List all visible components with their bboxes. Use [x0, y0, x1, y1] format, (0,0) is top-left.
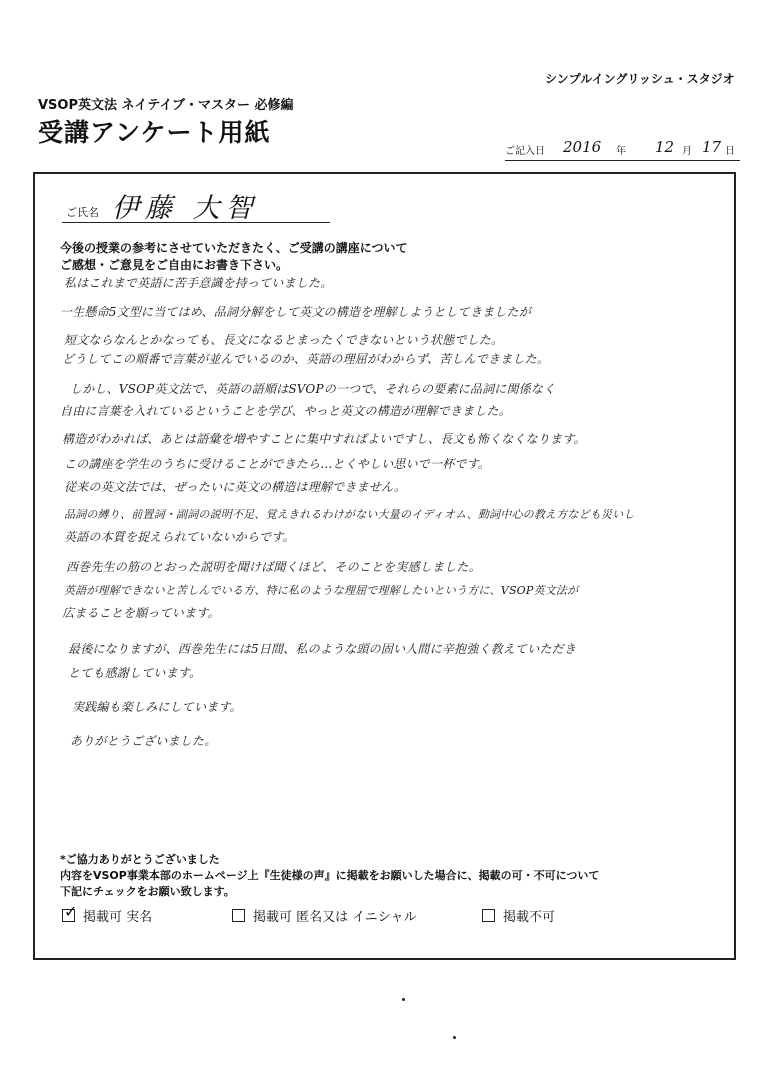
checkbox-anonymous[interactable] [232, 909, 245, 922]
comment-line: 一生懸命5文型に当てはめ、品詞分解をして英文の構造を理解しようとしてきましたが [60, 305, 531, 319]
name-value: 伊藤 大智 [112, 193, 259, 224]
comment-line: この講座を学生のうちに受けることができたら…とくやしい思いで一杯です。 [64, 457, 491, 471]
comment-line: 最後になりますが、西巻先生には5日間、私のような頭の固い人間に辛抱強く教えていただき [68, 642, 577, 656]
date-month-unit: 月 [682, 146, 692, 157]
instructions [60, 240, 408, 274]
date-day: 17 [702, 138, 722, 156]
comment-line: 品詞の縛り、前置詞・副詞の説明不足、覚えきれるわけがない大量のイディオム、動詞中心の教え方なども災いし [64, 508, 635, 521]
comment-line: 西巻先生の筋のとおった説明を聞けば聞くほど、そのことを実感しました。 [66, 560, 481, 574]
comment-line: 構造がわかれば、あとは語彙を増やすことに集中すればよいですし、長文も怖くなくなります。 [62, 432, 586, 446]
scan-speck [453, 1036, 456, 1039]
checkbox-not-allowed[interactable] [482, 909, 495, 922]
comment-line: 私はこれまで英語に苦手意識を持っていました。 [64, 276, 333, 290]
comment-line: 英語の本質を捉えられていないからです。 [64, 530, 295, 544]
comment-line: とても感謝しています。 [68, 666, 202, 680]
note-line: 下記にチェックをお願い致します。 [60, 885, 235, 898]
option-not-allowed[interactable] [482, 906, 555, 925]
comment-line: しかし、VSOP英文法で、英語の語順はSVOPの一つで、それらの要素に品詞に関係なく [70, 382, 556, 396]
note-line: *ご協力ありがとうございました [60, 853, 220, 866]
studio-name: シンプルイングリッシュ・スタジオ [545, 72, 735, 86]
date-year: 2016 [563, 138, 602, 156]
comment-area[interactable] [60, 270, 720, 770]
date-month: 12 [655, 138, 675, 156]
check-mark-icon: ✓ [64, 902, 78, 921]
course-name: VSOP英文法 ネイテイブ・マスター 必修編 [38, 98, 294, 113]
comment-line: 短文ならなんとかなっても、長文になるとまったくできないという状態でした。 [64, 333, 504, 347]
date-label: ご記入日 [505, 146, 545, 157]
page-title: 受講アンケート用紙 [38, 118, 271, 147]
option-real-name[interactable] [62, 902, 153, 925]
scan-speck [402, 998, 405, 1001]
comment-line: 英語が理解できないと苦しんでいる方、特に私のような理屈で理解したいという方に、VSOP英文法が [64, 584, 579, 597]
instruction-line: 今後の授業の参考にさせていただきたく、ご受講の講座について [60, 241, 408, 255]
comment-line: どうしてこの順番で言葉が並んでいるのか、英語の理屈がわからず、苦しんできました。 [62, 352, 550, 366]
note-line: 内容をVSOP事業本部のホームページ上『生徒様の声』に掲載をお願いした場合に、掲載の可・不可について [60, 869, 600, 882]
comment-line: 自由に言葉を入れているということを学び、やっと英文の構造が理解できました。 [60, 404, 511, 418]
date-day-unit: 日 [725, 146, 735, 157]
date-field[interactable] [505, 138, 740, 161]
publication-note [60, 852, 599, 900]
option-label: 掲載可 匿名又は イニシャル [253, 910, 417, 925]
instruction-line: ご感想・ご意見をご自由にお書き下さい。 [60, 258, 289, 272]
option-label: 掲載不可 [503, 910, 556, 925]
comment-line: 広まることを願っています。 [62, 606, 220, 620]
comment-line: 従来の英文法では、ぜったいに英文の構造は理解できません。 [64, 480, 407, 494]
name-field[interactable] [62, 190, 330, 223]
comment-line: ありがとうございました。 [70, 734, 217, 748]
name-label: ご氏名 [66, 206, 99, 219]
option-label: 掲載可 実名 [83, 910, 153, 925]
option-anonymous[interactable] [232, 906, 417, 925]
comment-line: 実践編も楽しみにしています。 [72, 700, 242, 714]
checkbox-real-name[interactable] [62, 902, 78, 922]
date-year-unit: 年 [616, 146, 626, 157]
